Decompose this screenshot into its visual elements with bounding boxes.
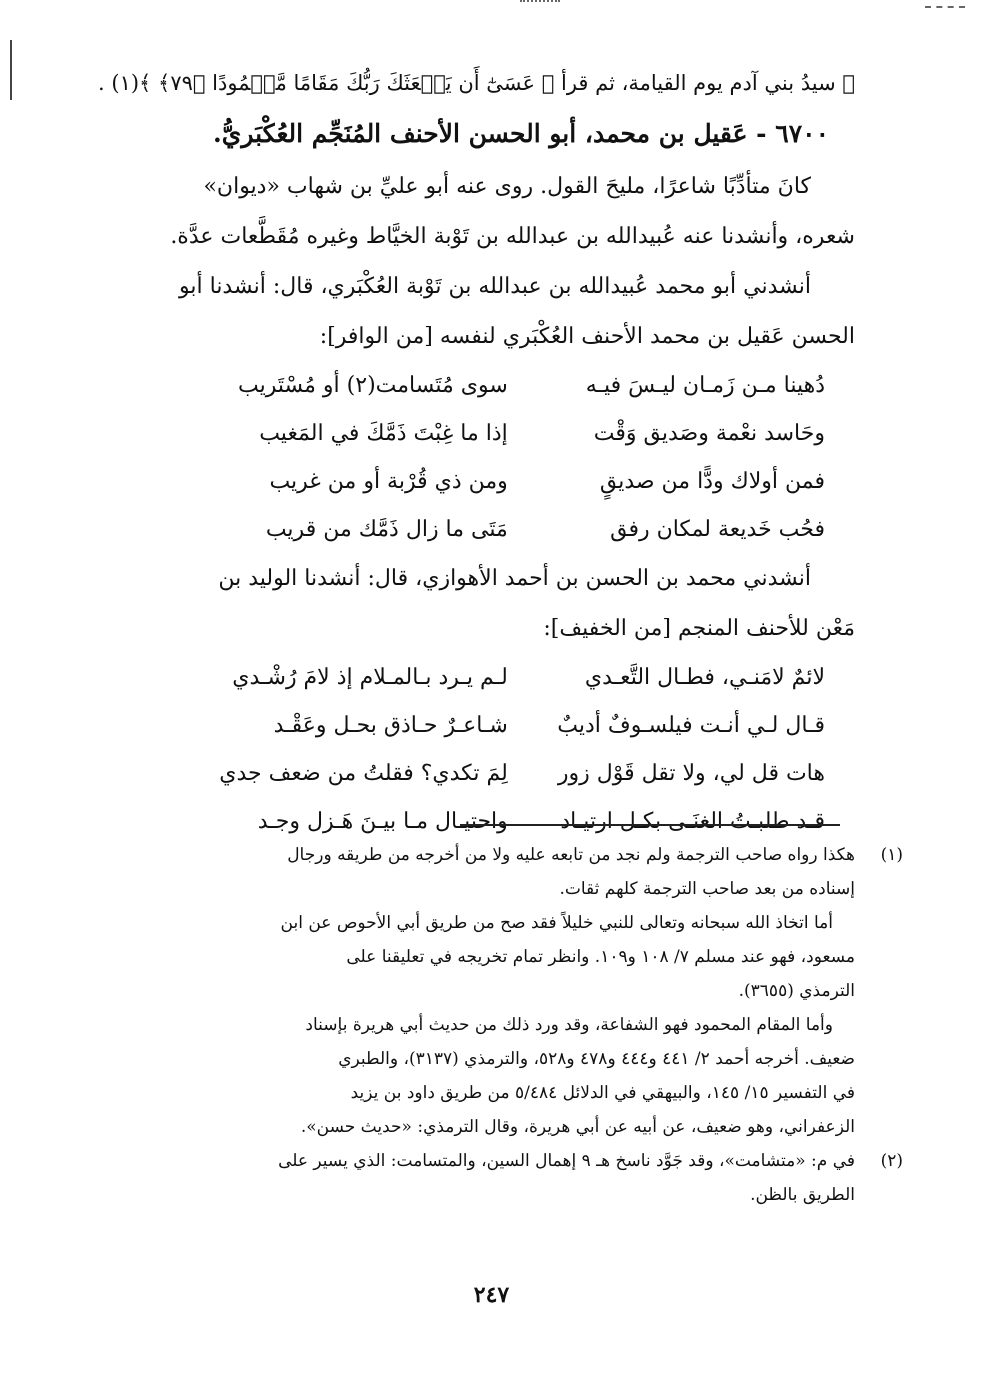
verse-second-half: ومن ذي قُرْبة أو من غريب — [269, 469, 508, 494]
verse-second-half: لـم يـرد بـالمـلام إذ لامَ رُشْـدي — [232, 665, 508, 690]
verse-first-half: وحَاسد نعْمة وصَديق وَقْت — [593, 421, 825, 446]
verse-second-half: واحتيـال مـا بيـنَ هَـزل وجـد — [257, 809, 508, 834]
scan-edge-mark — [10, 40, 12, 100]
isnad2-line-2: مَعْن للأحنف المنجم [من الخفيف]: — [543, 616, 855, 641]
isnad2-line-1: أنشدني محمد بن الحسن بن أحمد الأهوازي، قال: أنشدنا الوليد بن — [218, 566, 811, 591]
verse-second-half: مَتَى ما زال ذَمَّك من قريب — [265, 517, 508, 542]
footnote-line: إسناده من بعد صاحب الترجمة كلهم ثقات. — [559, 879, 855, 899]
footnote-text — [155, 1144, 855, 1212]
poem-2-verse — [155, 750, 855, 798]
page-number: ٢٤٧ — [473, 1282, 510, 1308]
verse-second-half: شـاعـرٌ حـاذق بحـل وعَقْـد — [273, 713, 508, 738]
poem-1-verse — [155, 362, 855, 410]
scan-top-right-mark — [925, 6, 965, 11]
opening-line: ﷺ سيدُ بني آدم يوم القيامة، ثم قرأ ﴿ عَسَىٰٓ أَن يَبۡعَثَكَ رَبُّكَ مَقَامًا مَّحۡمُودًا ﴿٧٩﴾ ﴾(١) . — [98, 71, 855, 95]
verse-first-half: فحُب خَديعة لمكان رفق — [610, 517, 825, 542]
poem-2-verse — [155, 702, 855, 750]
verse-first-half: هات قل لي، ولا تقل قَوْل زور — [557, 761, 825, 786]
footnotes — [155, 838, 903, 1212]
footnote-line: الطريق بالظن. — [750, 1185, 855, 1205]
footnote-divider — [460, 824, 840, 826]
poem-1 — [155, 362, 855, 554]
footnote-number: (٢) — [880, 1151, 903, 1171]
verse-second-half: سوى مُتَسامت(٢) أو مُسْتَريب — [238, 373, 508, 398]
isnad1-line-1: أنشدني أبو محمد عُبيدالله بن عبدالله بن تَوْبة العُكْبَري، قال: أنشدنا أبو — [179, 274, 811, 299]
verse-first-half: فمن أولاك ودًّا من صديقٍ — [599, 469, 825, 494]
footnote-2 — [155, 1144, 903, 1212]
main-text — [98, 58, 855, 846]
verse-first-half: قـد طلبـتُ الغنَـى بكـل ارتيـاد — [560, 809, 825, 834]
footnote-line: الزعفراني، وهو ضعيف، عن أبيه عن أبي هريرة، وقال الترمذي: «حديث حسن». — [300, 1117, 855, 1137]
verse-second-half: إذا ما غِبْتَ ذَمَّكَ في المَغيب — [259, 421, 508, 446]
verse-first-half: لائمٌ لامَنـي، فطـال التَّعـدي — [584, 665, 825, 690]
isnad1-line-2: الحسن عَقيل بن محمد الأحنف العُكْبَري لنفسه [من الوافر]: — [319, 324, 855, 349]
footnote-line: الترمذي (٣٦٥٥). — [738, 981, 855, 1001]
verse-first-half: دُهينا مـن زَمـان ليـسَ فيـه — [585, 373, 825, 398]
footnote-text — [155, 838, 855, 1144]
scan-top-mark — [520, 0, 560, 5]
footnote-line: مسعود، فهو عند مسلم ٧/ ١٠٨ و١٠٩. وانظر تمام تخريجه في تعليقنا على — [346, 947, 855, 967]
footnote-number: (١) — [880, 845, 903, 865]
footnote-line: في م: «متشامت»، وقد جَوَّد ناسخ هـ ٩ إهمال السين، والمتسامت: الذي يسير على — [278, 1151, 855, 1171]
poem-1-verse — [155, 506, 855, 554]
footnote-1 — [155, 838, 903, 1144]
bio-line-2: شعره، وأنشدنا عنه عُبيدالله بن عبدالله بن تَوْبة الخيَّاط وغيره مُقَطَّعات عدَّة. — [170, 224, 855, 249]
verse-first-half: قـال لـي أنـت فيلسـوفٌ أديبٌ — [557, 713, 825, 738]
verse-second-half: لِمَ تكدي؟ فقلتُ من ضعف جدي — [219, 761, 508, 786]
footnote-line: أما اتخاذ الله سبحانه وتعالى للنبي خليلاً فقد صح من طريق أبي الأحوص عن ابن — [280, 913, 833, 933]
poem-1-verse — [155, 458, 855, 506]
poem-1-verse — [155, 410, 855, 458]
footnote-line: ضعيف. أخرجه أحمد ٢/ ٤٤١ و٤٤٤ و٤٧٨ و٥٢٨، والترمذي (٣١٣٧)، والطبري — [338, 1049, 855, 1069]
footnote-line: في التفسير ١٥/ ١٤٥، والبيهقي في الدلائل ٥/٤٨٤ من طريق داود بن يزيد — [350, 1083, 855, 1103]
poem-2-verse — [155, 654, 855, 702]
footnote-line: هكذا رواه صاحب الترجمة ولم نجد من تابعه عليه ولا من أخرجه من طريقه ورجال — [287, 845, 855, 865]
poem-2 — [155, 654, 855, 846]
bio-line-1: كانَ متأدِّبًا شاعرًا، مليحَ القول. روى عنه أبو عليِّ بن شهاب «ديوان» — [203, 174, 811, 199]
entry-heading: ٦٧٠٠ - عَقيل بن محمد، أبو الحسن الأحنف المُنَجِّم العُكْبَريُّ. — [213, 119, 829, 148]
footnote-line: وأما المقام المحمود فهو الشفاعة، وقد ورد ذلك من حديث أبي هريرة بإسناد — [305, 1015, 833, 1035]
